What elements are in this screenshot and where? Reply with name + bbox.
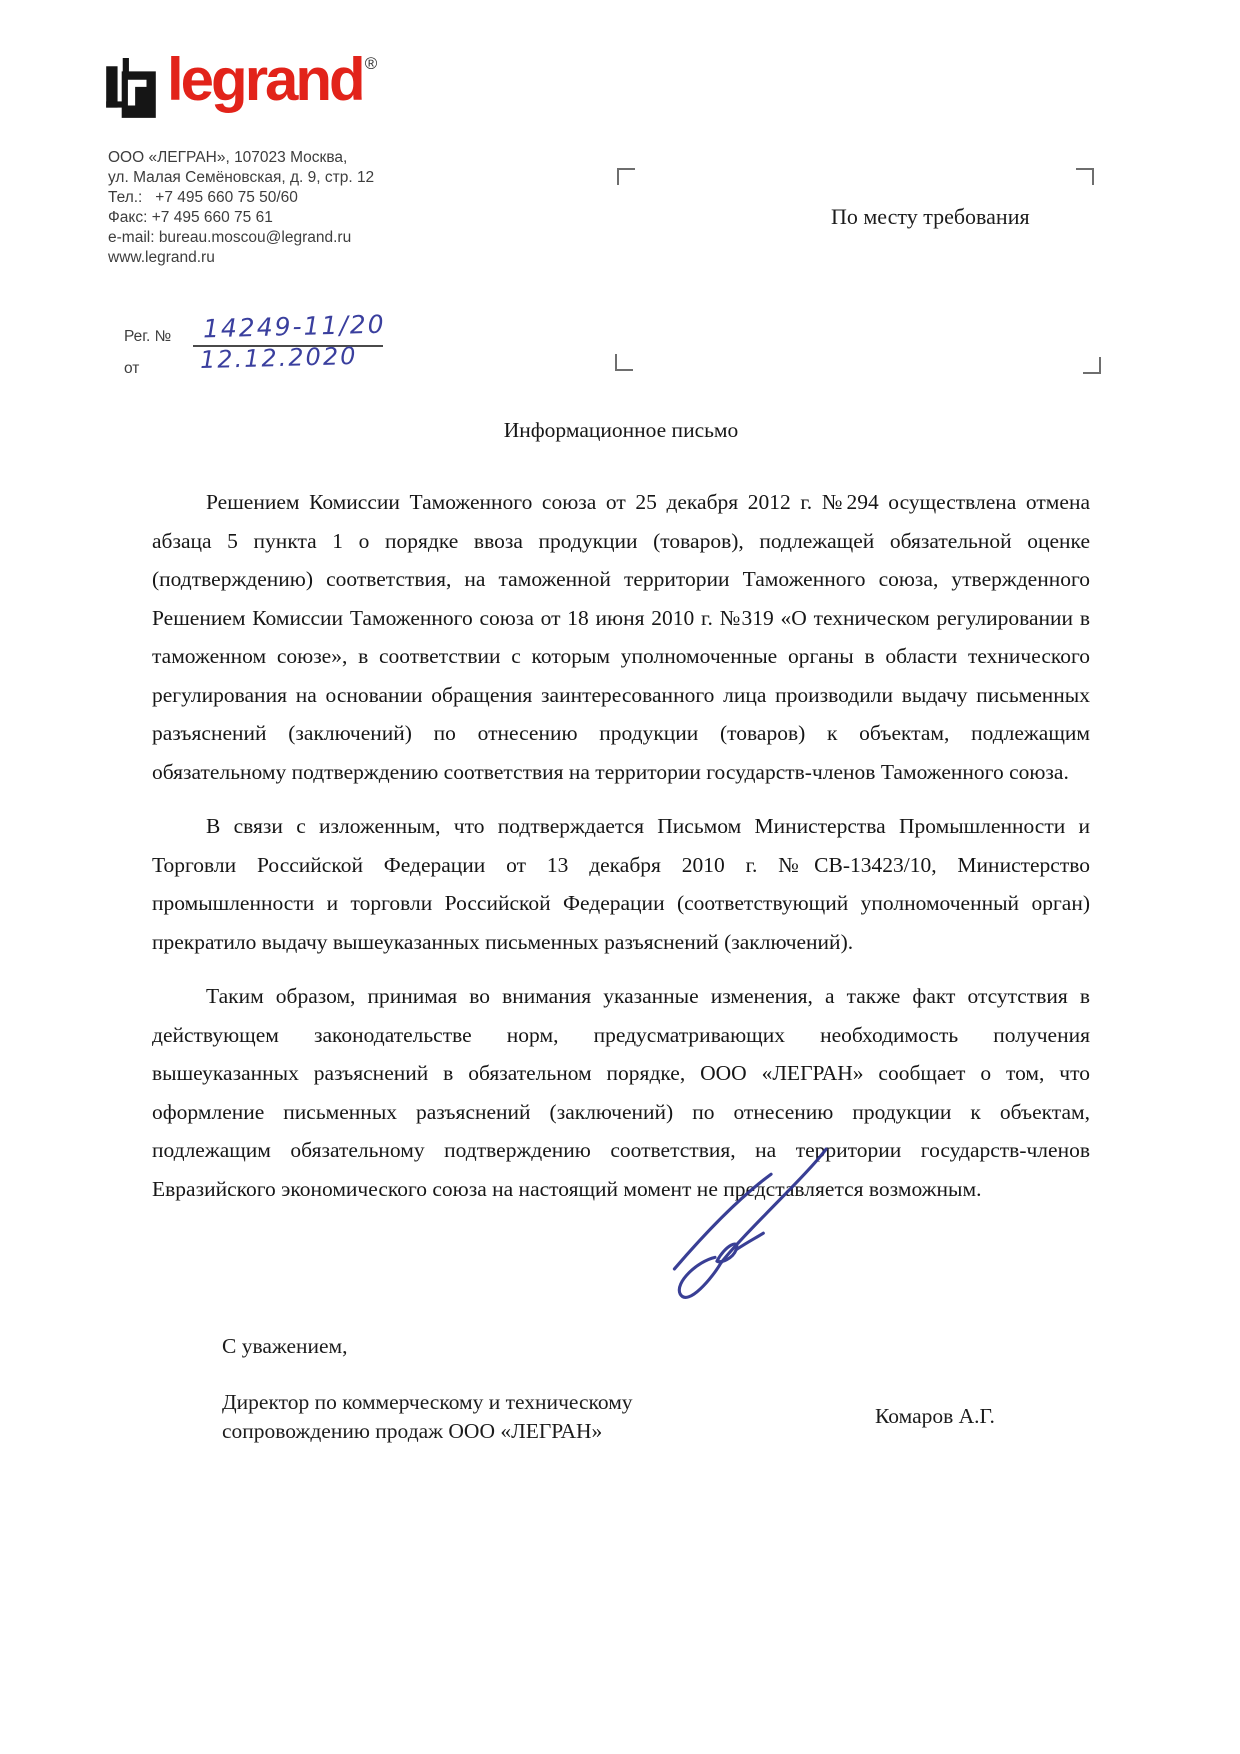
paragraph-2: В связи с изложенным, что подтверждается Письмом Министерства Промышленности и Торговли Российской Федерации от 13 декабря 2010 г. №СВ-13423/10, Министерство промышленности и торговли Российской Федерации (соответствующий уполномоченный орган) прекратило выдачу вышеуказанных письменных разъяснений (заключений). bbox=[152, 814, 1090, 954]
paragraph-1: Решением Комиссии Таможенного союза от 25 декабря 2012 г. №294 осуществлена отмена абзаца 5 пункта 1 о порядке ввоза продукции (товаров), подлежащей обязательной оценке (подтверждению) соответствия, на таможенной территории Таможенного союза, утвержденного Решением Комиссии Таможенного союза от 18 июня 2010 г. №319 «О техническом регулировании в таможенном союзе», в соответствии с которым уполномоченные органы в области технического регулирования на основании обращения заинтересованного лица производили выдачу письменных разъяснений (заключений) по отнесению продукции (товаров) к объектам, подлежащим обязательному подтверждению соответствия на территории государств-членов Таможенного союза. bbox=[152, 490, 1090, 784]
sender-email-line: e-mail: bureau.moscou@legrand.ru bbox=[108, 229, 352, 246]
handwritten-signature-icon bbox=[628, 1138, 860, 1338]
address-window-bracket-bottom-left bbox=[615, 354, 633, 371]
signer-name: Комаров А.Г. bbox=[875, 1404, 995, 1428]
letter-body bbox=[152, 418, 1090, 1224]
address-window-bracket-top-right bbox=[1076, 168, 1094, 185]
paragraph-3: Таким образом, принимая во внимания указанные изменения, а также факт отсутствия в действующем законодательстве норм, предусматривающих необходимость получения вышеуказанных разъяснений в обязательном порядке, ООО «ЛЕГРАН» сообщает о том, что оформление письменных разъяснений (заключений) по отнесению продукции к объектам, подлежащим обязательному подтверждению соответствия, на территории государств-членов Евразийского экономического союза на настоящий момент не представляется возможным. bbox=[152, 984, 1090, 1201]
sender-street-line: ул. Малая Семёновская, д. 9, стр. 12 bbox=[108, 169, 375, 186]
signer-position-line2: сопровождению продаж ООО «ЛЕГРАН» bbox=[222, 1419, 603, 1443]
handwritten-reg-number: 14249-11/20 bbox=[202, 309, 386, 344]
signer-position-line1: Директор по коммерческому и техническому bbox=[222, 1390, 633, 1414]
date-label: от bbox=[124, 360, 140, 377]
sender-company-line: ООО «ЛЕГРАН», 107023 Москва, bbox=[108, 149, 348, 166]
sender-phone-line: Тел.: +7 495 660 75 50/60 bbox=[108, 189, 298, 206]
address-window-bracket-top-left bbox=[617, 168, 635, 185]
sender-website-line: www.legrand.ru bbox=[108, 249, 215, 266]
letter-title: Информационное письмо bbox=[503, 418, 739, 442]
brand-wordmark: legrand bbox=[167, 46, 363, 113]
legrand-logo bbox=[105, 46, 378, 120]
handwritten-date: 12.12.2020 bbox=[199, 341, 358, 375]
signer-position bbox=[222, 1388, 672, 1446]
registered-trademark-icon: ® bbox=[364, 54, 378, 73]
closing-salutation: С уважением, bbox=[222, 1334, 348, 1358]
legrand-logo-mark-icon bbox=[105, 58, 157, 120]
sender-fax-line: Факс: +7 495 660 75 61 bbox=[108, 209, 273, 226]
reg-number-label: Рег. № bbox=[124, 328, 172, 345]
sender-address bbox=[108, 148, 374, 268]
recipient-text: По месту требования bbox=[831, 204, 1030, 229]
address-window-bracket-bottom-right bbox=[1083, 357, 1101, 374]
